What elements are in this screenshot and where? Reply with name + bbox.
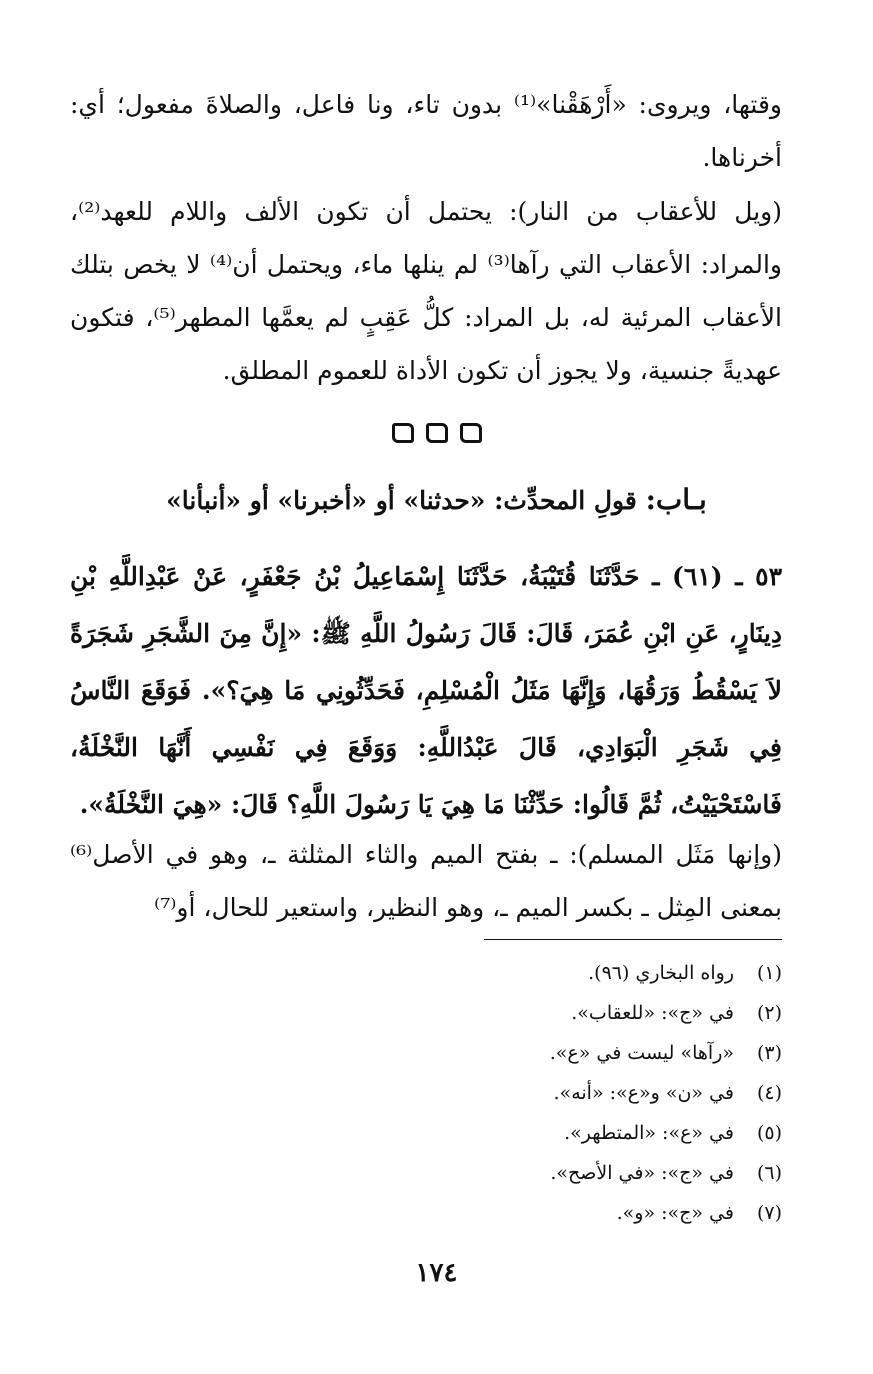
footnote-text: في «ج»: «للعقاب». [571, 1002, 734, 1024]
footnote-text: «رآها» ليست في «ع». [549, 1042, 734, 1064]
footnote-number: (٥) [756, 1122, 782, 1144]
footnote-item [300, 993, 782, 1033]
footnote-text: في «ن» و«ع»: «أنه». [553, 1082, 734, 1104]
footnote-text: في «ج»: «و». [616, 1202, 734, 1224]
section-divider-ornament [0, 423, 873, 443]
chapter-label: بـاب: [645, 483, 707, 516]
footnote-item [300, 1153, 782, 1193]
footnote-item [300, 953, 782, 993]
paragraph-1: وقتها، ويروى: «أَرْهَقْنا»⁽¹⁾ بدون تاء، ونا فاعل، والصلاةَ مفعول؛ أي: أخرناها. [70, 90, 782, 172]
hadith-text: ٥٣ ـ (٦١) ـ حَدَّثَنَا قُتَيْبَةُ، حَدَّثَنَا إِسْمَاعِيلُ بْنُ جَعْفَرٍ، عَنْ عَبْدِاللَّهِ بْنِ دِينَارٍ، عَنِ ابْنِ عُمَرَ، قَالَ: قَالَ رَسُولُ اللَّهِ ﷺ: «إِنَّ مِنَ الشَّجَرِ شَجَرَةً لاَ يَسْقُطُ وَرَقُهَا، وَإِنَّهَا مَثَلُ الْمُسْلِمِ، فَحَدِّثُونِي مَا هِيَ؟». فَوَقَعَ النَّاسُ فِي شَجَرِ الْبَوَادِي، قَالَ عَبْدُاللَّهِ: وَوَقَعَ فِي نَفْسِي أَنَّهَا النَّخْلَةُ، فَاسْتَحْيَيْتُ، ثُمَّ قَالُوا: حَدِّثْنَا مَا هِيَ يَا رَسُولَ اللَّهِ؟ قَالَ: «هِيَ النَّخْلَةُ». [70, 562, 782, 819]
commentary-paragraph: (وإنها مَثَل المسلم): ـ بفتح الميم والثاء المثلثة ـ، وهو في الأصل⁽⁶⁾ بمعنى المِثل ـ بكسر الميم ـ، وهو النظير، واستعير للحال، أو⁽⁷⁾ [70, 840, 782, 922]
footnote-item [300, 1073, 782, 1113]
footnote-item [300, 1113, 782, 1153]
footnote-number: (٧) [756, 1202, 782, 1224]
page-number: ١٧٤ [415, 1258, 458, 1288]
footnote-number: (٦) [756, 1162, 782, 1184]
footnote-text: في «ج»: «في الأصح». [550, 1162, 734, 1184]
footnote-item [300, 1193, 782, 1233]
footnote-number: (٤) [756, 1082, 782, 1104]
paragraph-2: (ويل للأعقاب من النار): يحتمل أن تكون الألف واللام للعهد⁽²⁾، والمراد: الأعقاب التي رآها⁽³⁾ لم ينلها ماء، ويحتمل أن⁽⁴⁾ لا يخص بتلك الأعقاب المرئية له، بل المراد: كلُّ عَقِبٍ لم يعمَّها المطهر⁽⁵⁾، فتكون عهديةً جنسية، ولا يجوز أن تكون الأداة للعموم المطلق. [70, 197, 782, 385]
ornament-square-icon [392, 423, 414, 443]
footnote-number: (١) [756, 962, 782, 984]
chapter-title: قولِ المحدِّث: «حدثنا» أو «أخبرنا» أو «أنبأنا» [166, 486, 646, 515]
ornament-square-icon [426, 423, 448, 443]
footnote-number: (٢) [756, 1002, 782, 1024]
footnote-text: في «ع»: «المتطهر». [564, 1122, 734, 1144]
footnote-text: رواه البخاري (٩٦). [588, 962, 734, 984]
footnotes-list [300, 953, 782, 1233]
footnote-number: (٣) [756, 1042, 782, 1064]
ornament-square-icon [460, 423, 482, 443]
footnote-separator [484, 939, 782, 940]
footnote-item [300, 1033, 782, 1073]
chapter-heading [0, 478, 873, 523]
